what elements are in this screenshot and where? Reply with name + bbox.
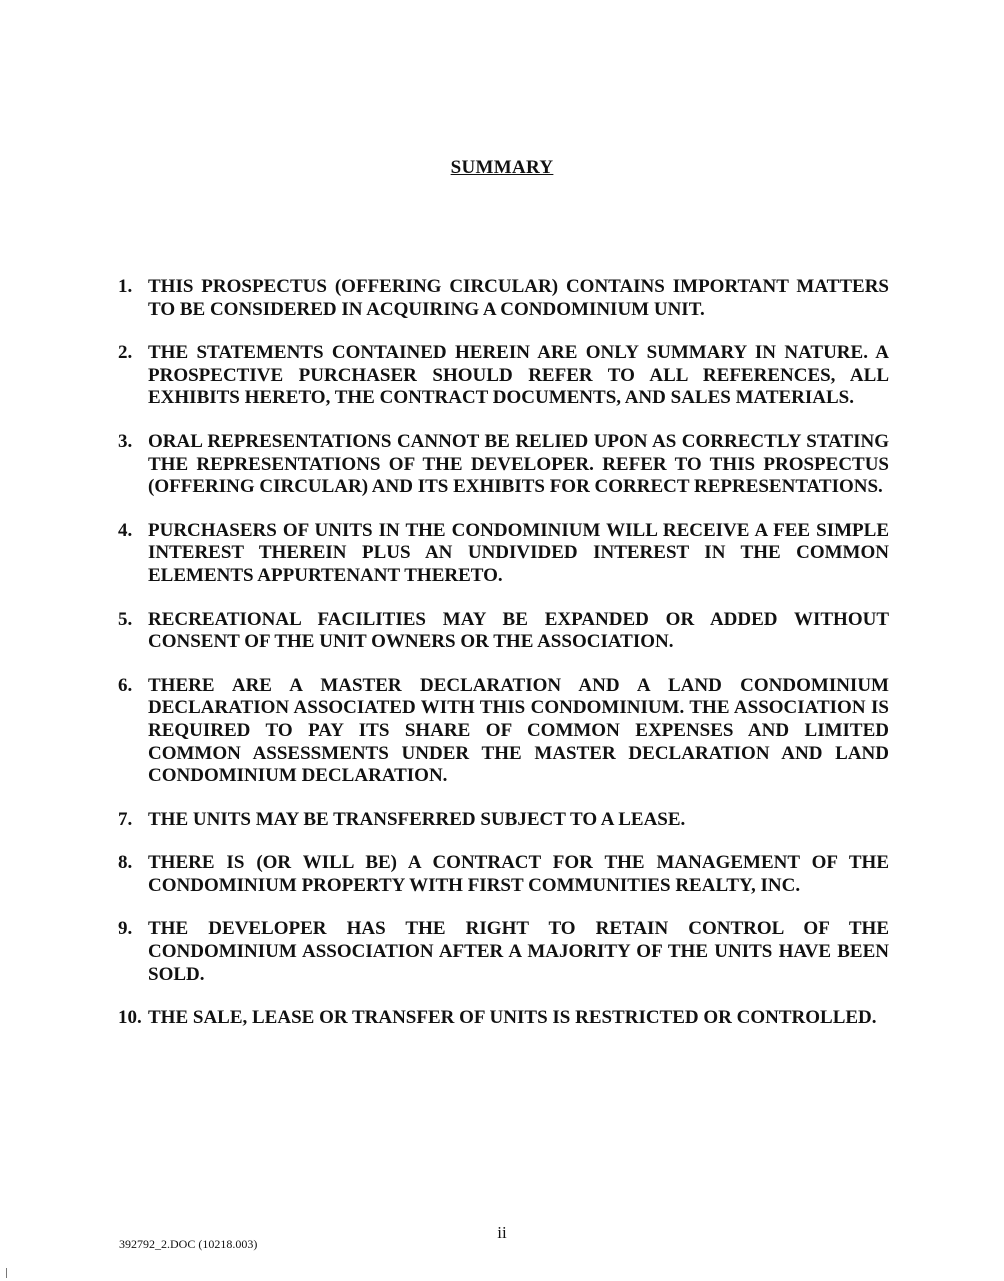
summary-item-5 (118, 609, 889, 654)
item-number: 10. (118, 1007, 142, 1029)
summary-item-4 (118, 520, 889, 588)
item-text: THE STATEMENTS CONTAINED HEREIN ARE ONLY SUMMARY IN NATURE. A PROSPECTIVE PURCHASER SHOULD REFER TO ALL REFERENCES, ALL EXHIBITS HERETO, THE CONTRACT DOCUMENTS, AND SALES MATERIALS. (148, 342, 889, 409)
item-number: 2. (118, 342, 133, 364)
summary-item-8 (118, 852, 889, 897)
summary-item-9 (118, 918, 889, 986)
summary-item-1 (118, 276, 889, 321)
item-text: THERE IS (OR WILL BE) A CONTRACT FOR THE MANAGEMENT OF THE CONDOMINIUM PROPERTY WITH FIRST COMMUNITIES REALTY, INC. (148, 852, 889, 896)
summary-item-6 (118, 675, 889, 788)
item-number: 3. (118, 430, 133, 452)
summary-list (118, 276, 889, 1051)
item-number: 8. (118, 852, 133, 874)
document-id: 392792_2.DOC (10218.003) (119, 1237, 258, 1251)
item-number: 5. (118, 608, 133, 630)
item-text: THE UNITS MAY BE TRANSFERRED SUBJECT TO A LEASE. (148, 808, 686, 830)
summary-item-2 (118, 342, 889, 410)
item-text: ORAL REPRESENTATIONS CANNOT BE RELIED UPON AS CORRECTLY STATING THE REPRESENTATIONS OF THE DEVELOPER. REFER TO THIS PROSPECTUS (OFFERING CIRCULAR) AND ITS EXHIBITS FOR CORRECT REPRESENTATIONS. (148, 430, 889, 498)
summary-item-3 (118, 431, 889, 499)
page-number: ii (497, 1223, 507, 1242)
item-text: THIS PROSPECTUS (OFFERING CIRCULAR) CONTAINS IMPORTANT MATTERS TO BE CONSIDERED IN ACQUIRING A CONDOMINIUM UNIT. (148, 276, 889, 320)
item-text: THERE ARE A MASTER DECLARATION AND A LAND CONDOMINIUM DECLARATION ASSOCIATED WITH THIS CONDOMINIUM. THE ASSOCIATION IS REQUIRED TO PAY ITS SHARE OF COMMON EXPENSES AND LIMITED COMMON ASSESSMENTS UNDER THE MASTER DECLARATION AND LAND CONDOMINIUM DECLARATION. (148, 674, 889, 787)
item-number: 6. (118, 674, 133, 696)
item-number: 4. (118, 519, 133, 541)
item-number: 1. (118, 276, 133, 297)
item-text: THE DEVELOPER HAS THE RIGHT TO RETAIN CONTROL OF THE CONDOMINIUM ASSOCIATION AFTER A MAJORITY OF THE UNITS HAVE BEEN SOLD. (148, 918, 889, 985)
item-number: 7. (118, 808, 133, 830)
scan-margin-mark (6, 1268, 7, 1278)
item-text: RECREATIONAL FACILITIES MAY BE EXPANDED OR ADDED WITHOUT CONSENT OF THE UNIT OWNERS OR THE ASSOCIATION. (148, 608, 889, 653)
item-text: PURCHASERS OF UNITS IN THE CONDOMINIUM WILL RECEIVE A FEE SIMPLE INTEREST THEREIN PLUS AN UNDIVIDED INTEREST IN THE COMMON ELEMENTS APPURTENANT THERETO. (148, 519, 889, 586)
summary-item-10 (118, 1007, 889, 1030)
item-number: 9. (118, 918, 133, 940)
summary-item-7 (118, 809, 889, 832)
page-title: SUMMARY (450, 157, 554, 178)
item-text: THE SALE, LEASE OR TRANSFER OF UNITS IS RESTRICTED OR CONTROLLED. (148, 1007, 877, 1029)
